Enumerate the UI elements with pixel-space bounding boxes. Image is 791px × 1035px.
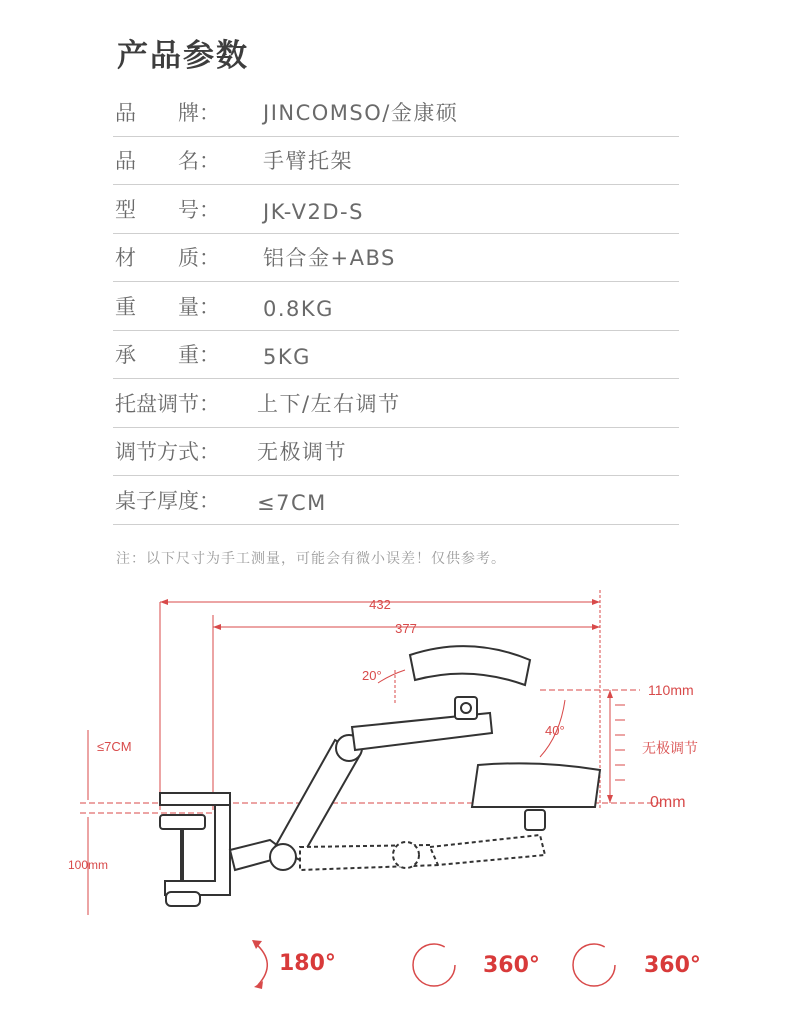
spec-table	[113, 88, 679, 525]
spec-label: 托盘调节：	[115, 391, 220, 416]
dim-arm-label: 377	[395, 621, 417, 636]
spec-value: 0.8KG	[263, 296, 334, 321]
height-top-label: 110mm	[648, 682, 694, 698]
spec-row-name	[113, 137, 679, 186]
spec-row-brand	[113, 88, 679, 137]
spec-row-desk-thickness	[113, 476, 679, 525]
spec-value: 无极调节	[257, 440, 347, 464]
spec-label: 桌子厚度：	[115, 488, 220, 513]
height-bottom-label: 0mm	[650, 794, 686, 811]
desk-thickness-label: ≤7CM	[97, 739, 132, 754]
spec-label: 承 重：	[115, 343, 220, 367]
clamp-height-label: 100mm	[68, 858, 109, 872]
page-title: 产品参数	[117, 38, 249, 74]
spec-label: 材 质：	[115, 246, 220, 270]
dim-total-label: 432	[369, 597, 391, 612]
spec-row-tray-adjust	[113, 379, 679, 428]
spec-value: 5KG	[263, 345, 311, 369]
spec-value: JK-V2D-S	[263, 199, 364, 224]
spec-label: 重 量：	[115, 294, 220, 319]
spec-label: 品 牌：	[115, 100, 220, 125]
rotation-label: 180°	[279, 951, 336, 976]
spec-label: 调节方式：	[115, 440, 220, 464]
rotate-360-icon	[573, 944, 615, 986]
spec-label: 品 名：	[115, 149, 220, 173]
spec-row-material	[113, 234, 679, 283]
height-scale	[615, 705, 625, 780]
rotation-label: 360°	[644, 953, 701, 978]
spec-row-model	[113, 185, 679, 234]
spec-value: 上下/左右调节	[257, 391, 401, 416]
spec-row-adjust-mode	[113, 428, 679, 477]
rotate-180-icon	[255, 943, 267, 985]
desk-clamp	[160, 793, 230, 906]
rotate-360-icon	[413, 944, 455, 986]
spec-value: JINCOMSO/金康硕	[263, 100, 459, 125]
height-adjust-label: 无极调节	[642, 740, 698, 756]
spec-value: ≤7CM	[257, 490, 327, 515]
spec-label: 型 号：	[115, 197, 220, 222]
angle-up-label: 20°	[362, 668, 382, 683]
spec-row-load	[113, 331, 679, 380]
spec-value: 铝合金+ABS	[263, 246, 396, 270]
rotation-label: 360°	[483, 953, 540, 978]
spec-value: 手臂托架	[263, 149, 353, 173]
spec-row-weight	[113, 282, 679, 331]
tilt-up-arc	[378, 670, 405, 683]
measurement-note: 注：以下尺寸为手工测量，可能会有微小误差！仅供参考。	[116, 551, 506, 567]
angle-down-label: 40°	[545, 723, 565, 738]
